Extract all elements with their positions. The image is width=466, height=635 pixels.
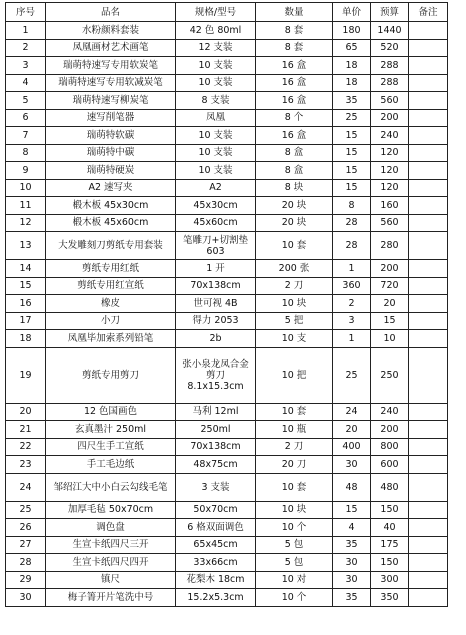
- cell-no: 5: [6, 92, 46, 110]
- cell-spec: 10 支装: [176, 162, 256, 180]
- cell-no: 24: [6, 473, 46, 501]
- cell-budget: 720: [371, 277, 409, 295]
- table-row: [6, 197, 448, 215]
- cell-price: 360: [333, 277, 371, 295]
- table-row: [6, 22, 448, 40]
- table-row: [6, 179, 448, 197]
- cell-note: [409, 144, 448, 162]
- cell-qty: 16 盒: [256, 74, 333, 92]
- table-row: [6, 162, 448, 180]
- cell-no: 17: [6, 312, 46, 330]
- cell-price: 65: [333, 39, 371, 57]
- cell-no: 22: [6, 438, 46, 456]
- cell-name: 速写削笔器: [46, 109, 176, 127]
- cell-budget: 200: [371, 260, 409, 278]
- table-row: [6, 571, 448, 589]
- cell-name: 瑞萌特速写专用软减炭笔: [46, 74, 176, 92]
- cell-budget: 15: [371, 312, 409, 330]
- cell-note: [409, 260, 448, 278]
- cell-name: 瑞萌特速写专用软炭笔: [46, 57, 176, 75]
- header-spec: 规格/型号: [176, 3, 256, 22]
- cell-qty: 16 盒: [256, 92, 333, 110]
- cell-budget: 1440: [371, 22, 409, 40]
- cell-note: [409, 403, 448, 421]
- cell-note: [409, 295, 448, 313]
- cell-no: 4: [6, 74, 46, 92]
- cell-budget: 120: [371, 179, 409, 197]
- cell-price: 35: [333, 536, 371, 554]
- cell-no: 18: [6, 330, 46, 348]
- header-name: 品名: [46, 3, 176, 22]
- cell-no: 20: [6, 403, 46, 421]
- cell-name: 水粉颜料套装: [46, 22, 176, 40]
- cell-budget: 10: [371, 330, 409, 348]
- cell-no: 28: [6, 554, 46, 572]
- table-row: [6, 473, 448, 501]
- cell-budget: 600: [371, 456, 409, 474]
- cell-name: 剪纸专用红纸: [46, 260, 176, 278]
- cell-qty: 8 盒: [256, 162, 333, 180]
- cell-budget: 350: [371, 589, 409, 607]
- cell-qty: 2 刀: [256, 277, 333, 295]
- cell-name: 12 色国画色: [46, 403, 176, 421]
- cell-budget: 800: [371, 438, 409, 456]
- cell-budget: 175: [371, 536, 409, 554]
- cell-no: 7: [6, 127, 46, 145]
- cell-spec: 3 支装: [176, 473, 256, 501]
- cell-price: 8: [333, 197, 371, 215]
- cell-name: A2 速写夹: [46, 179, 176, 197]
- cell-spec: 1 开: [176, 260, 256, 278]
- cell-budget: 250: [371, 347, 409, 403]
- cell-name: 四尺生手工宣纸: [46, 438, 176, 456]
- cell-name: 梅子箐开片笔洗中号: [46, 589, 176, 607]
- cell-spec: 65x45cm: [176, 536, 256, 554]
- cell-note: [409, 92, 448, 110]
- cell-budget: 150: [371, 554, 409, 572]
- cell-spec: 42 色 80ml: [176, 22, 256, 40]
- cell-note: [409, 277, 448, 295]
- cell-no: 16: [6, 295, 46, 313]
- budget-sheet: [5, 2, 448, 607]
- table-row: [6, 403, 448, 421]
- cell-qty: 10 支: [256, 330, 333, 348]
- cell-spec: 6 格双面调色: [176, 519, 256, 537]
- table-row: [6, 330, 448, 348]
- table-row: [6, 39, 448, 57]
- cell-qty: 10 对: [256, 571, 333, 589]
- cell-spec: 50x70cm: [176, 501, 256, 519]
- cell-note: [409, 421, 448, 439]
- cell-no: 2: [6, 39, 46, 57]
- table-row: [6, 295, 448, 313]
- cell-name: 凤凰毕加索系列铅笔: [46, 330, 176, 348]
- cell-qty: 16 盒: [256, 57, 333, 75]
- cell-note: [409, 162, 448, 180]
- table-row: [6, 501, 448, 519]
- cell-price: 15: [333, 127, 371, 145]
- cell-note: [409, 519, 448, 537]
- cell-qty: 2 刀: [256, 438, 333, 456]
- cell-budget: 560: [371, 92, 409, 110]
- cell-price: 48: [333, 473, 371, 501]
- header-budget: 预算: [371, 3, 409, 22]
- cell-budget: 240: [371, 403, 409, 421]
- cell-qty: 5 把: [256, 312, 333, 330]
- cell-spec: 8 支装: [176, 92, 256, 110]
- cell-qty: 5 包: [256, 536, 333, 554]
- cell-note: [409, 347, 448, 403]
- cell-spec: 10 支装: [176, 74, 256, 92]
- cell-note: [409, 22, 448, 40]
- cell-price: 35: [333, 92, 371, 110]
- cell-budget: 120: [371, 162, 409, 180]
- cell-qty: 10 个: [256, 519, 333, 537]
- cell-note: [409, 438, 448, 456]
- table-row: [6, 536, 448, 554]
- cell-qty: 10 套: [256, 232, 333, 260]
- cell-qty: 10 把: [256, 347, 333, 403]
- cell-price: 1: [333, 260, 371, 278]
- cell-spec: 10 支装: [176, 127, 256, 145]
- cell-no: 21: [6, 421, 46, 439]
- cell-qty: 20 刀: [256, 456, 333, 474]
- cell-name: 瑞萌特中碳: [46, 144, 176, 162]
- cell-price: 18: [333, 74, 371, 92]
- cell-price: 15: [333, 144, 371, 162]
- cell-budget: 200: [371, 109, 409, 127]
- cell-price: 28: [333, 214, 371, 232]
- cell-no: 3: [6, 57, 46, 75]
- cell-no: 27: [6, 536, 46, 554]
- cell-note: [409, 501, 448, 519]
- table-row: [6, 92, 448, 110]
- cell-qty: 200 张: [256, 260, 333, 278]
- cell-name: 剪纸专用红宣纸: [46, 277, 176, 295]
- cell-spec: 10 支装: [176, 57, 256, 75]
- table-row: [6, 438, 448, 456]
- cell-budget: 200: [371, 421, 409, 439]
- table-row: [6, 144, 448, 162]
- cell-spec: 笔雕刀+切割垫 603: [176, 232, 256, 260]
- cell-budget: 20: [371, 295, 409, 313]
- table-row: [6, 589, 448, 607]
- cell-spec: 70x138cm: [176, 438, 256, 456]
- cell-spec: 45x60cm: [176, 214, 256, 232]
- cell-name: 椴木板 45x30cm: [46, 197, 176, 215]
- cell-name: 玄真墨汁 250ml: [46, 421, 176, 439]
- cell-qty: 20 块: [256, 197, 333, 215]
- cell-qty: 8 套: [256, 22, 333, 40]
- cell-price: 1: [333, 330, 371, 348]
- cell-name: 凤凰画材艺术画笔: [46, 39, 176, 57]
- cell-name: 橡皮: [46, 295, 176, 313]
- cell-spec: 花梨木 18cm: [176, 571, 256, 589]
- table-row: [6, 421, 448, 439]
- cell-spec: 凤凰: [176, 109, 256, 127]
- cell-budget: 40: [371, 519, 409, 537]
- cell-budget: 560: [371, 214, 409, 232]
- cell-price: 20: [333, 421, 371, 439]
- cell-name: 椴木板 45x60cm: [46, 214, 176, 232]
- cell-budget: 280: [371, 232, 409, 260]
- header-price: 单价: [333, 3, 371, 22]
- cell-price: 18: [333, 57, 371, 75]
- cell-name: 剪纸专用剪刀: [46, 347, 176, 403]
- table-row: [6, 74, 448, 92]
- cell-spec: 10 支装: [176, 144, 256, 162]
- cell-spec: 得力 2053: [176, 312, 256, 330]
- cell-price: 2: [333, 295, 371, 313]
- cell-price: 15: [333, 501, 371, 519]
- cell-price: 30: [333, 571, 371, 589]
- cell-budget: 150: [371, 501, 409, 519]
- cell-price: 15: [333, 162, 371, 180]
- cell-spec: 2b: [176, 330, 256, 348]
- cell-no: 11: [6, 197, 46, 215]
- cell-spec: 马利 12ml: [176, 403, 256, 421]
- header-qty: 数量: [256, 3, 333, 22]
- cell-note: [409, 179, 448, 197]
- cell-name: 生宣卡纸四尺三开: [46, 536, 176, 554]
- table-row: [6, 554, 448, 572]
- cell-no: 6: [6, 109, 46, 127]
- cell-note: [409, 127, 448, 145]
- cell-no: 8: [6, 144, 46, 162]
- cell-name: 镇尺: [46, 571, 176, 589]
- budget-table: [5, 2, 448, 607]
- cell-price: 25: [333, 109, 371, 127]
- cell-spec: 33x66cm: [176, 554, 256, 572]
- table-row: [6, 456, 448, 474]
- cell-name: 生宣卡纸四尺四开: [46, 554, 176, 572]
- cell-name: 瑞萌特速写柳炭笔: [46, 92, 176, 110]
- cell-note: [409, 536, 448, 554]
- cell-note: [409, 74, 448, 92]
- cell-qty: 16 盒: [256, 127, 333, 145]
- cell-price: 3: [333, 312, 371, 330]
- cell-qty: 10 个: [256, 589, 333, 607]
- cell-name: 大发雕刻刀剪纸专用套装: [46, 232, 176, 260]
- cell-qty: 8 块: [256, 179, 333, 197]
- cell-no: 25: [6, 501, 46, 519]
- cell-budget: 480: [371, 473, 409, 501]
- cell-note: [409, 571, 448, 589]
- cell-note: [409, 214, 448, 232]
- cell-no: 13: [6, 232, 46, 260]
- cell-qty: 5 包: [256, 554, 333, 572]
- cell-name: 邹绍江大中小白云勾线毛笔: [46, 473, 176, 501]
- cell-price: 400: [333, 438, 371, 456]
- cell-price: 25: [333, 347, 371, 403]
- cell-note: [409, 232, 448, 260]
- table-row: [6, 57, 448, 75]
- cell-qty: 8 盒: [256, 144, 333, 162]
- cell-spec: 15.2x5.3cm: [176, 589, 256, 607]
- cell-spec: 世可视 4B: [176, 295, 256, 313]
- cell-note: [409, 57, 448, 75]
- cell-note: [409, 312, 448, 330]
- cell-budget: 288: [371, 74, 409, 92]
- cell-qty: 10 块: [256, 501, 333, 519]
- cell-qty: 8 套: [256, 39, 333, 57]
- cell-price: 35: [333, 589, 371, 607]
- cell-budget: 520: [371, 39, 409, 57]
- cell-spec: 45x30cm: [176, 197, 256, 215]
- cell-budget: 160: [371, 197, 409, 215]
- cell-no: 1: [6, 22, 46, 40]
- cell-no: 30: [6, 589, 46, 607]
- table-row: [6, 127, 448, 145]
- cell-price: 30: [333, 456, 371, 474]
- cell-note: [409, 456, 448, 474]
- cell-no: 12: [6, 214, 46, 232]
- header-note: 备注: [409, 3, 448, 22]
- cell-price: 30: [333, 554, 371, 572]
- cell-no: 9: [6, 162, 46, 180]
- cell-name: 调色盘: [46, 519, 176, 537]
- cell-note: [409, 473, 448, 501]
- table-row: [6, 519, 448, 537]
- table-row: [6, 214, 448, 232]
- cell-note: [409, 589, 448, 607]
- table-row: [6, 277, 448, 295]
- cell-price: 28: [333, 232, 371, 260]
- cell-no: 14: [6, 260, 46, 278]
- table-body: [6, 22, 448, 607]
- table-row: [6, 232, 448, 260]
- cell-qty: 8 个: [256, 109, 333, 127]
- cell-budget: 300: [371, 571, 409, 589]
- cell-spec: 70x138cm: [176, 277, 256, 295]
- cell-name: 瑞萌特硬炭: [46, 162, 176, 180]
- cell-name: 小刀: [46, 312, 176, 330]
- cell-spec: 12 支装: [176, 39, 256, 57]
- cell-note: [409, 197, 448, 215]
- cell-spec: 48x75cm: [176, 456, 256, 474]
- cell-qty: 10 块: [256, 295, 333, 313]
- cell-name: 加厚毛毡 50x70cm: [46, 501, 176, 519]
- cell-no: 19: [6, 347, 46, 403]
- cell-qty: 10 套: [256, 403, 333, 421]
- cell-note: [409, 39, 448, 57]
- cell-spec: 张小泉龙凤合金剪刀 8.1x15.3cm: [176, 347, 256, 403]
- cell-no: 26: [6, 519, 46, 537]
- cell-qty: 10 套: [256, 473, 333, 501]
- cell-budget: 240: [371, 127, 409, 145]
- table-row: [6, 312, 448, 330]
- cell-price: 180: [333, 22, 371, 40]
- header-no: 序号: [6, 3, 46, 22]
- cell-price: 24: [333, 403, 371, 421]
- cell-no: 10: [6, 179, 46, 197]
- cell-qty: 10 瓶: [256, 421, 333, 439]
- cell-spec: 250ml: [176, 421, 256, 439]
- cell-no: 29: [6, 571, 46, 589]
- cell-budget: 288: [371, 57, 409, 75]
- table-row: [6, 347, 448, 403]
- cell-qty: 20 块: [256, 214, 333, 232]
- cell-budget: 120: [371, 144, 409, 162]
- cell-name: 手工毛边纸: [46, 456, 176, 474]
- table-row: [6, 260, 448, 278]
- cell-no: 15: [6, 277, 46, 295]
- cell-note: [409, 330, 448, 348]
- cell-price: 4: [333, 519, 371, 537]
- cell-no: 23: [6, 456, 46, 474]
- cell-spec: A2: [176, 179, 256, 197]
- table-row: [6, 109, 448, 127]
- cell-name: 瑞萌特软碳: [46, 127, 176, 145]
- cell-note: [409, 109, 448, 127]
- header-row: [6, 3, 448, 22]
- cell-note: [409, 554, 448, 572]
- cell-price: 15: [333, 179, 371, 197]
